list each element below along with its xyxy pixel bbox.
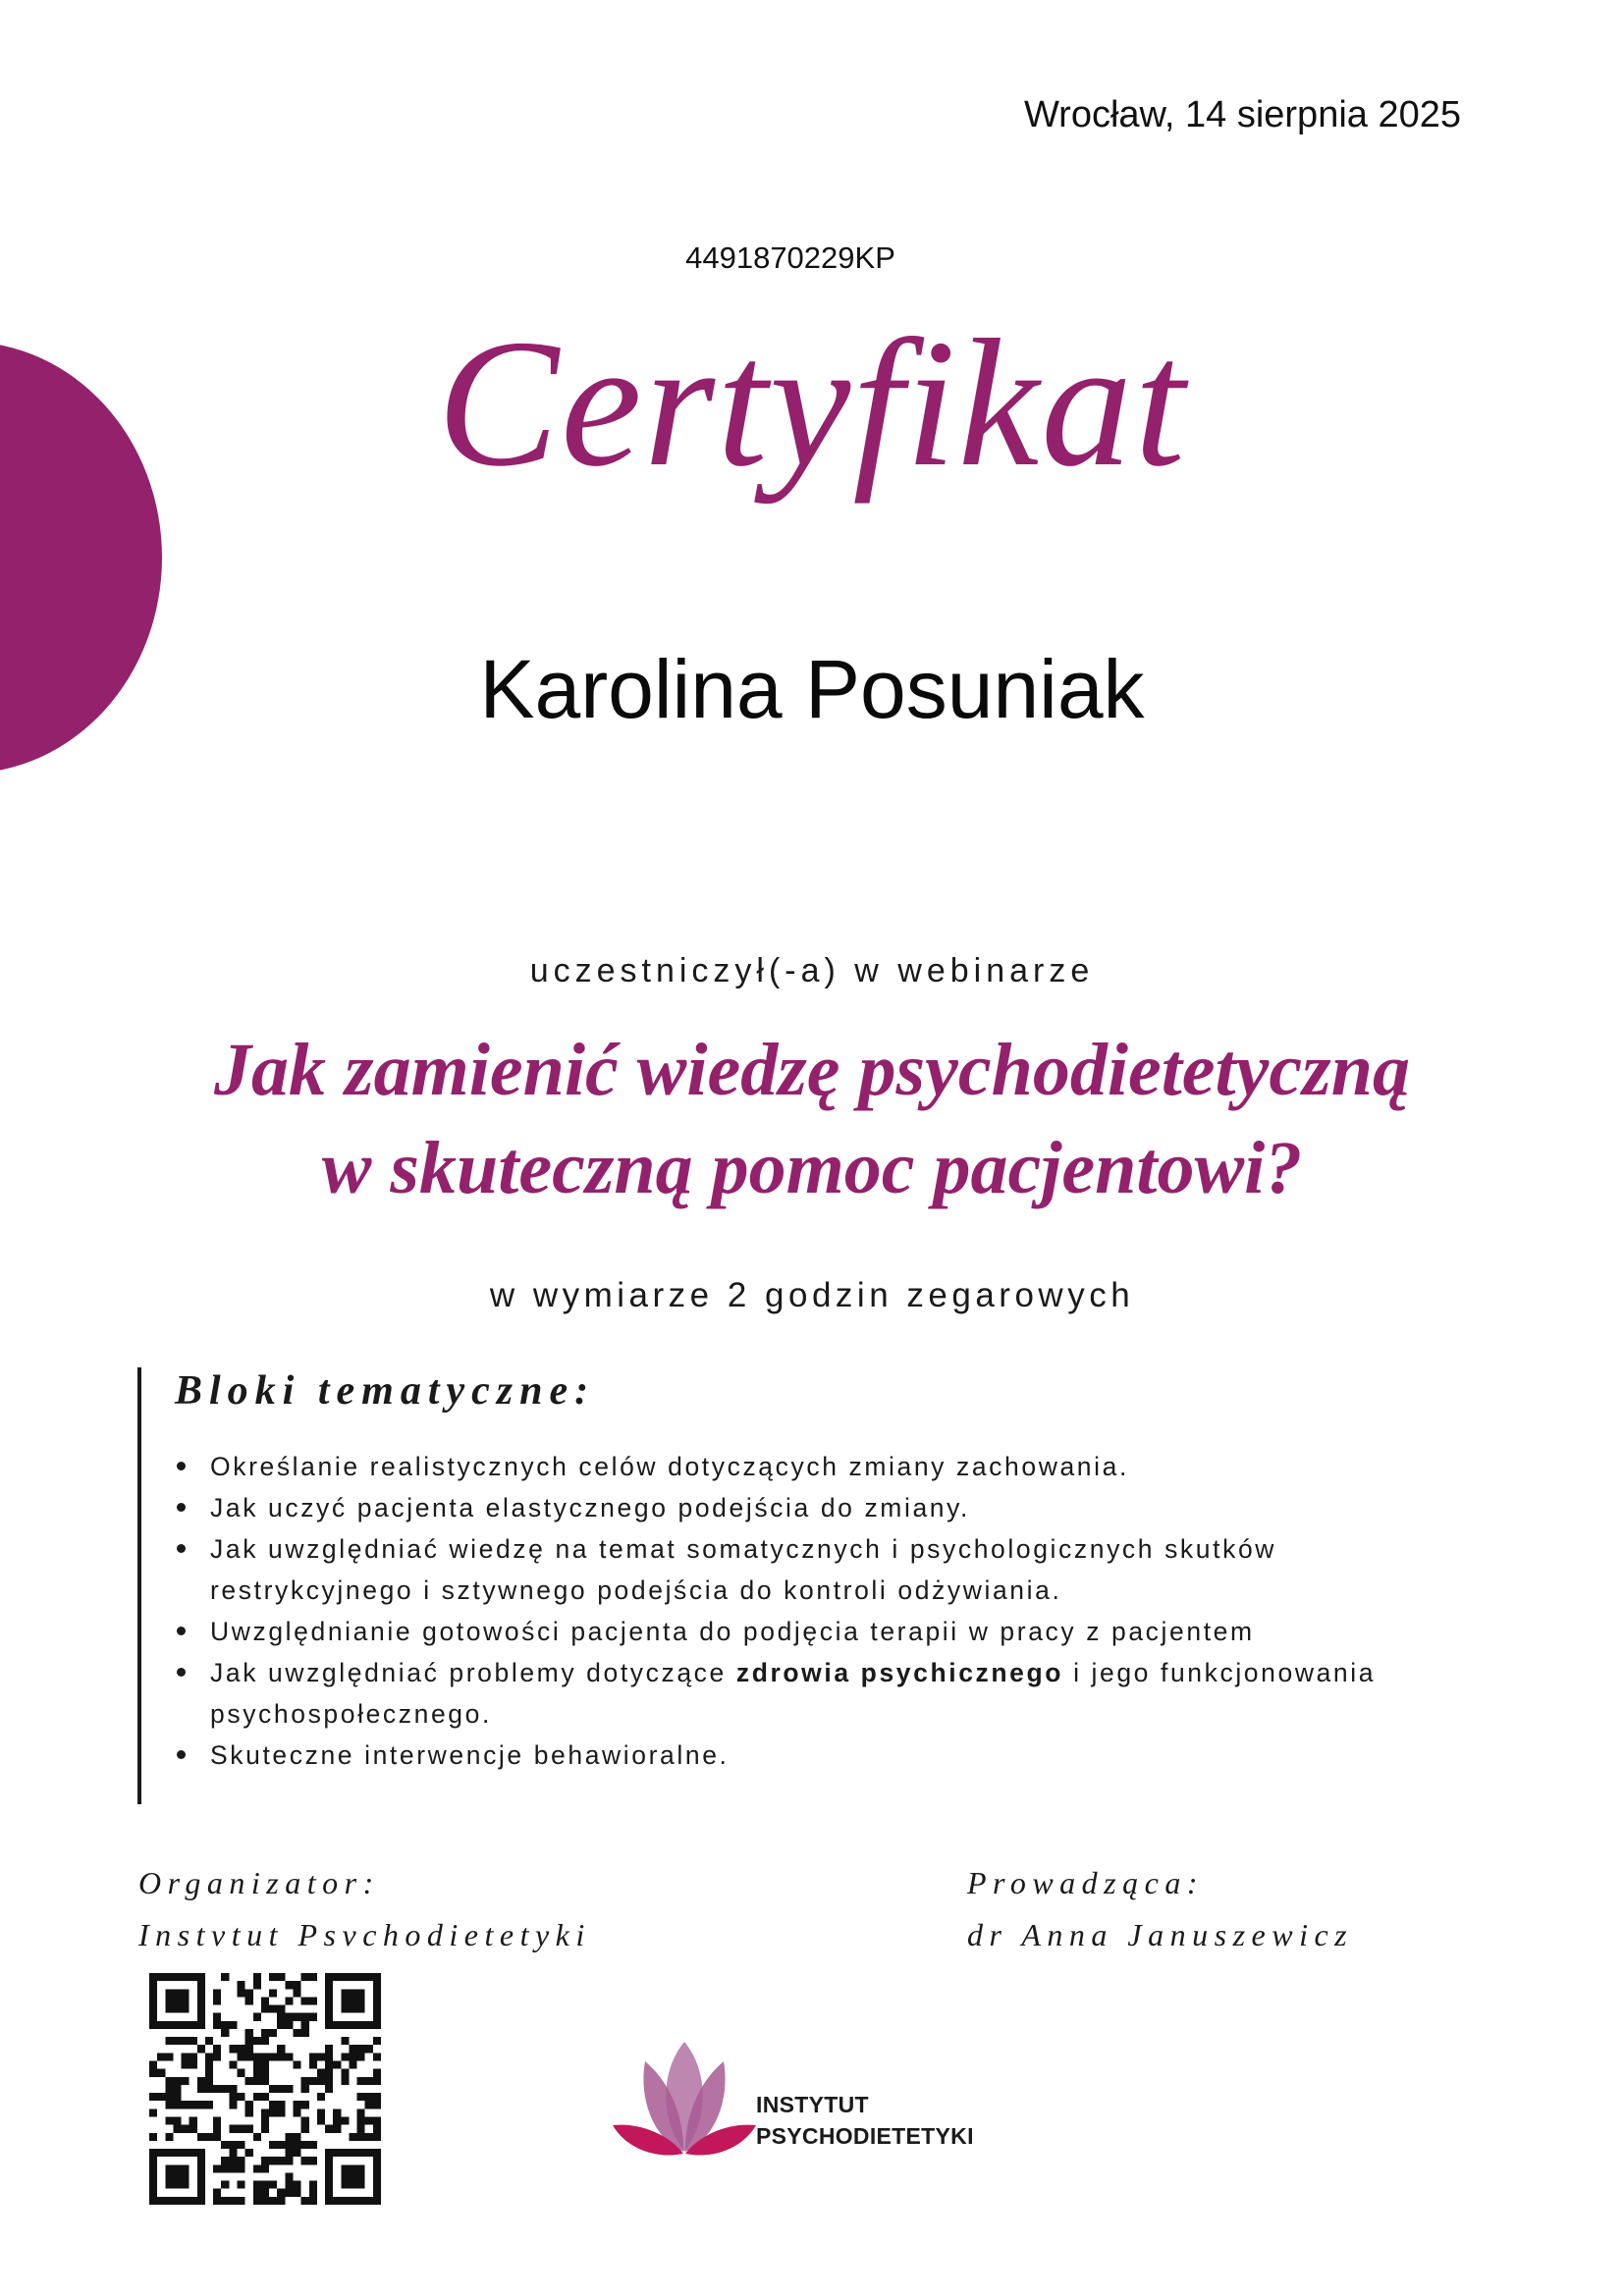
certificate-number-text: 4491870229KP [685, 240, 895, 275]
topic-item: Uwzględnianie gotowości pacjenta do podjęcia terapii w pracy z pacjentem [210, 1611, 1428, 1652]
certificate-number [0, 240, 1624, 276]
qr-code [149, 1973, 381, 2205]
lead-value: dr Anna Januszewicz [967, 1917, 1354, 1952]
webinar-title-line2: w skuteczną pomoc pacjentowi? [321, 1127, 1303, 1209]
place-date: Wrocław, 14 sierpnia 2025 [1024, 94, 1461, 135]
webinar-title-line1: Jak zamienić wiedzę psychodietetyczną [214, 1029, 1410, 1111]
webinar-title [0, 1021, 1624, 1217]
topic-item: Skuteczne interwencje behawioralne. [210, 1735, 1428, 1776]
topic-item [210, 1652, 1428, 1735]
duration-text: w wymiarze 2 godzin zegarowych [489, 1276, 1135, 1314]
topics-section [137, 1367, 1447, 1804]
participation-text: uczestniczył(-a) w webinarze [529, 952, 1095, 989]
topic-item-text: i jego funkcjonowania psychospołecznego. [210, 1658, 1377, 1729]
logo-text [756, 2089, 974, 2152]
logo-text-line1: INSTYTUT [756, 2092, 869, 2117]
topic-item-bold: zdrowia psychicznego [735, 1658, 1064, 1687]
topics-heading: Bloki tematyczne: [175, 1368, 596, 1414]
topic-item: Jak uwzględniać wiedzę na temat somatycznych i psychologicznych skutków restrykcyjnego i sztywnego podejścia do kontroli odżywiania. [210, 1528, 1428, 1611]
topic-item-text: Jak uwzględniać problemy dotyczące [210, 1658, 736, 1687]
lotus-icon [611, 2032, 758, 2160]
lead-label: Prowadząca: [967, 1865, 1204, 1900]
certificate-title: Certyfikat [437, 302, 1187, 505]
recipient-name: Karolina Posuniak [479, 643, 1145, 735]
topics-list [175, 1446, 1428, 1776]
organizer-label: Organizator: [138, 1865, 380, 1900]
topic-item: Określanie realistycznych celów dotyczących zmiany zachowania. [210, 1446, 1428, 1487]
topic-item: Jak uczyć pacjenta elastycznego podejścia do zmiany. [210, 1487, 1428, 1528]
organizer-value: Instvtut Psvchodietetyki [138, 1917, 591, 1952]
logo-text-line2: PSYCHODIETETYKI [756, 2123, 974, 2149]
